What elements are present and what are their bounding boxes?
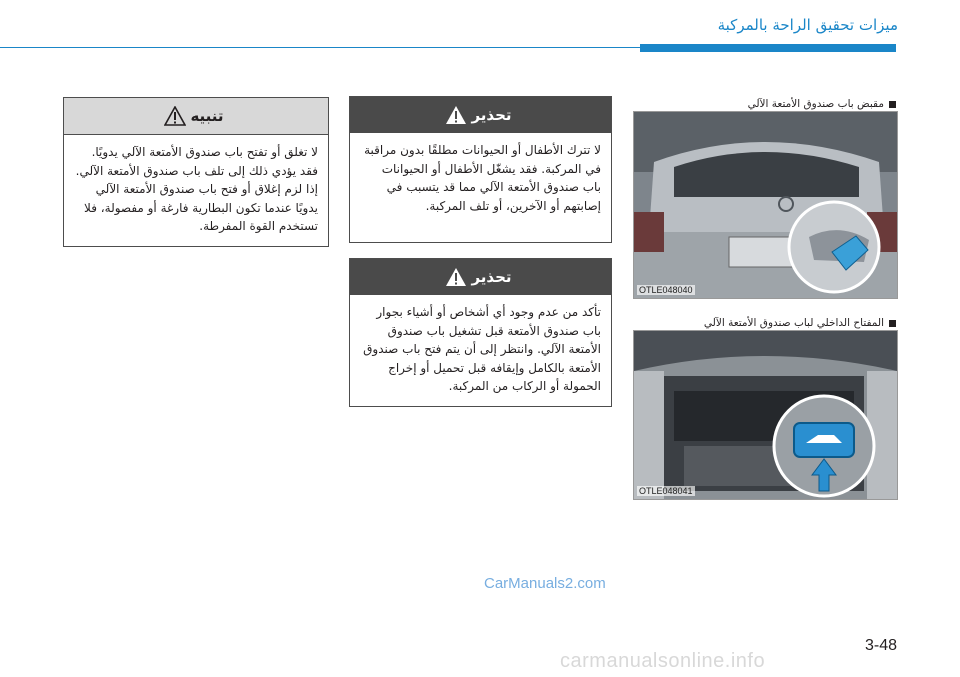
figure-1-code: OTLE048040 [639,285,693,295]
warning-heading-2-text: تحذير [471,268,512,286]
warning-body-1: لا تترك الأطفال أو الحيوانات مطلقًا بدون مراقبة في المركبة. فقد يشغّل الأطفال أو الحيوانات باب صندوق الأمتعة الآلي مما قد يتسبب في إصابتهم أو الآخرين، أو تلف المركبة. [364,143,601,213]
header-rule-thick [640,44,896,52]
figure-2-caption-text: المفتاح الداخلي لباب صندوق الأمتعة الآلي [703,317,884,329]
figure-2-code: OTLE048041 [639,486,693,496]
page-number: 3-48 [864,637,897,654]
warning-triangle-icon [164,106,186,126]
figure-1-caption-text: مقبض باب صندوق الأمتعة الآلي [747,98,884,110]
caution-box [63,97,329,247]
caution-heading-text: تنبيه [190,107,224,125]
bullet-square [889,320,896,327]
warning-triangle-icon [445,105,467,125]
figure-1-photo [633,111,898,299]
warning-heading-1-text: تحذير [471,106,512,124]
page-header-title: ميزات تحقيق الراحة بالمركبة [717,16,898,34]
warning-body-2: تأكد من عدم وجود أي أشخاص أو أشياء بجوار باب صندوق الأمتعة قبل تشغيل باب صندوق الأمتعة الآلي. وانتظر إلى أن يتم فتح باب صندوق الأمتعة بالكامل وإيقافه قبل تحميل أو إخراج الحمولة أو الركاب من المركبة. [363,305,601,393]
warning-heading-1 [350,97,611,133]
footer-site-text: carmanualsonline.info [560,650,766,672]
header-rule-thin [0,47,640,48]
warning-heading-2 [350,259,611,295]
watermark-text: CarManuals2.com [484,575,606,592]
figure-2-caption [704,317,896,329]
caution-heading [64,98,328,135]
figure-2-photo [633,330,898,500]
warning-triangle-icon [445,267,467,287]
caution-body: لا تغلق أو تفتح باب صندوق الأمتعة الآلي يدويًا. فقد يؤدي ذلك إلى تلف باب صندوق الأمتعة الآلي. إذا لزم إغلاق أو فتح باب صندوق الأمتعة الآلي يدويًا عندما تكون البطارية فارغة أو مفصولة، فلا تستخدم القوة المفرطة. [75,145,318,233]
warning-box-2 [349,258,612,407]
car-rear-illustration [634,112,897,298]
warning-box-1 [349,96,612,243]
open-tailgate-illustration [634,331,897,499]
figure-1-caption [748,98,896,110]
bullet-square [889,101,896,108]
